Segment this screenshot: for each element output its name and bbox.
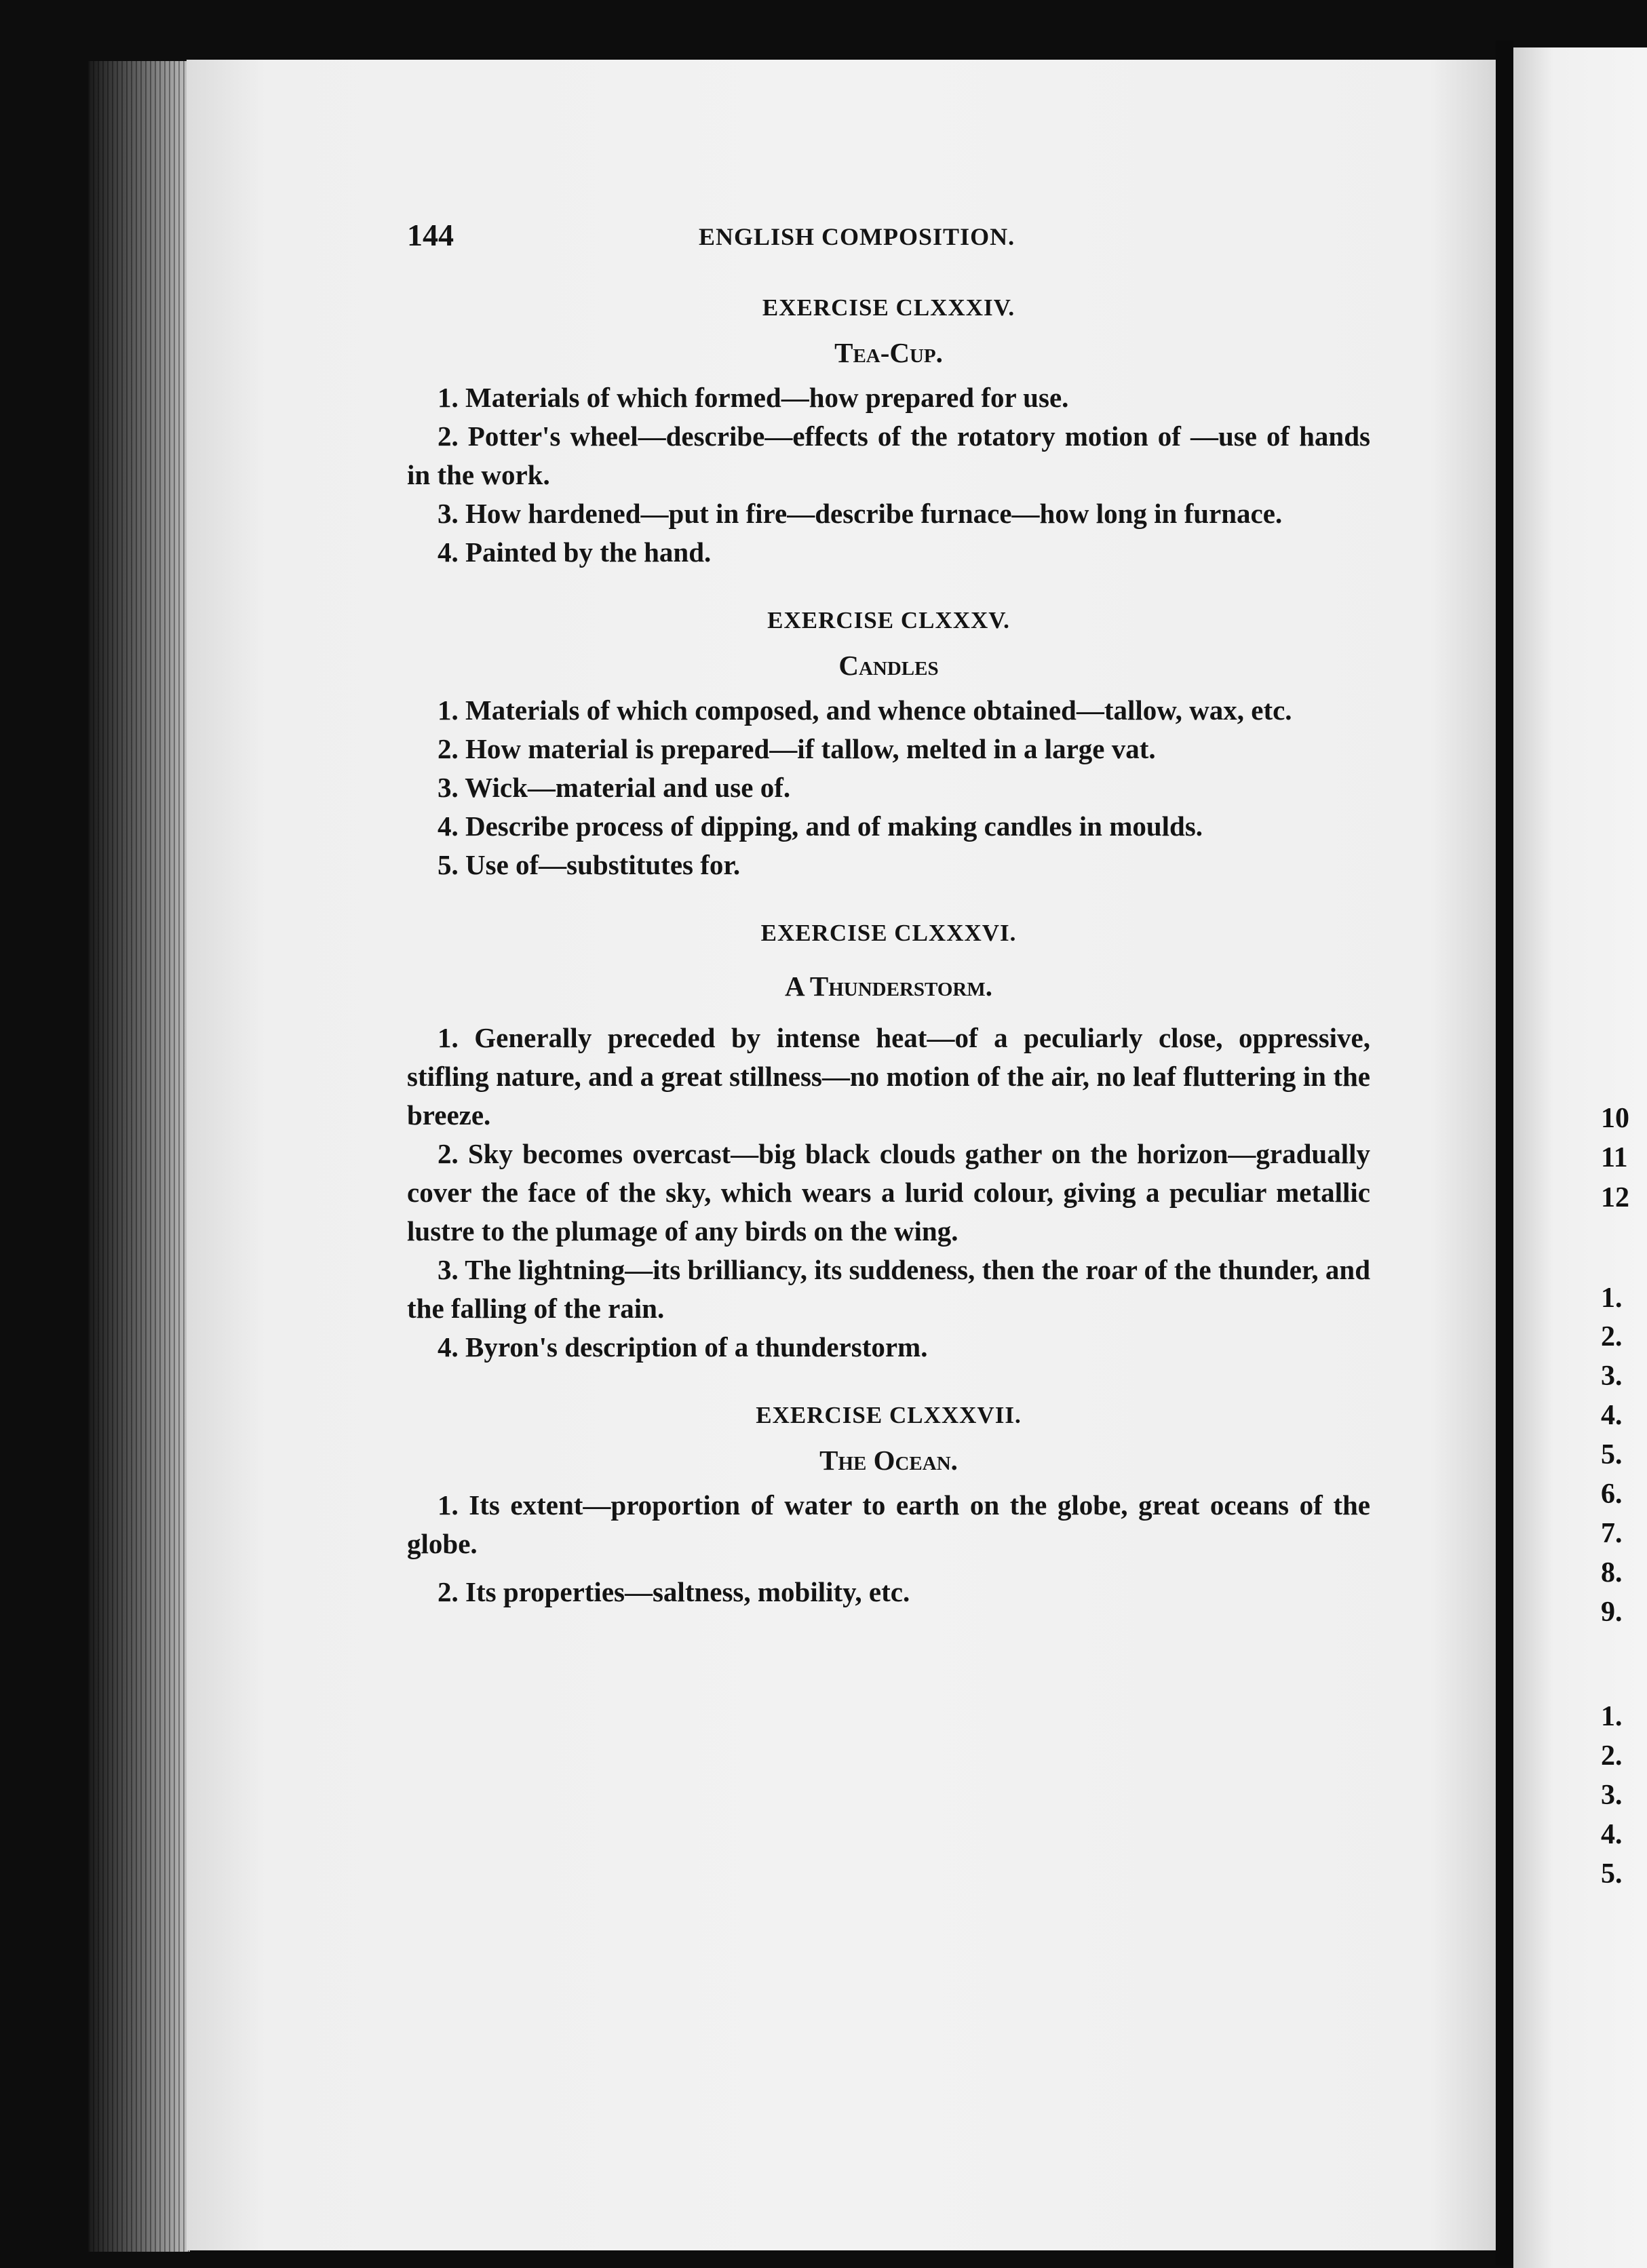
facing-page-number: 11 [1601, 1142, 1628, 1173]
exercise-section [407, 1396, 1370, 1611]
outline-item: 1. Materials of which formed—how prepared for use. [438, 382, 1069, 413]
facing-page-number: 5. [1601, 1439, 1623, 1470]
outline-item: 1. Materials of which composed, and whence obtained—tallow, wax, etc. [438, 695, 1292, 726]
exercise-title: EXERCISE CLXXXIV. [762, 294, 1015, 321]
outline-item: 2. Sky becomes overcast—big black clouds gather on the horizon—gradually cover the face of the sky, which wears a lurid colour, giving a peculiar metallic lustre to the plumage of any birds on the wing. [407, 1138, 1370, 1247]
facing-page-number: 6. [1601, 1479, 1623, 1510]
exercise-title: EXERCISE CLXXXVI. [760, 920, 1017, 946]
exercise-section [407, 914, 1370, 1367]
outline-item: 4. Byron's description of a thunderstorm. [438, 1331, 928, 1363]
facing-page-number: 1. [1601, 1701, 1623, 1732]
facing-page-number: 3. [1601, 1780, 1623, 1811]
exercise-section [407, 289, 1370, 572]
outline-item: 5. Use of—substitutes for. [438, 849, 741, 880]
book-spine-edge [88, 61, 190, 2252]
outline-item: 4. Describe process of dipping, and of making candles in moulds. [438, 810, 1203, 842]
facing-page-number: 2. [1601, 1321, 1623, 1352]
exercise-topic: Candles [838, 650, 939, 681]
page-text [407, 217, 1370, 1611]
running-head: ENGLISH COMPOSITION. [699, 223, 1015, 250]
outline-item: 3. Wick—material and use of. [438, 772, 791, 803]
facing-page-number: 7. [1601, 1518, 1623, 1549]
exercise-topic: A Thunderstorm. [785, 971, 992, 1002]
outline-item: 3. The lightning—its brilliancy, its suddeness, then the roar of the thunder, and the falling of the rain. [407, 1254, 1370, 1324]
facing-page-number: 4. [1601, 1400, 1623, 1431]
exercise-title: EXERCISE CLXXXVII. [756, 1402, 1022, 1428]
outline-item: 2. Its properties—saltness, mobility, etc. [438, 1576, 910, 1607]
outline-item: 2. Potter's wheel—describe—effects of the rotatory motion of —use of hands in the work. [407, 421, 1370, 490]
outline-item: 1. Its extent—proportion of water to earth on the globe, great oceans of the globe. [407, 1489, 1370, 1559]
page-header [407, 217, 1370, 271]
exercise-section [407, 602, 1370, 884]
outline-item: 1. Generally preceded by intense heat—of a peculiarly close, oppressive, stifling nature, and a great stillness—no motion of the air, no leaf fluttering in the breeze. [407, 1022, 1370, 1131]
outline-item: 4. Painted by the hand. [438, 536, 712, 568]
facing-page-number: 12 [1601, 1182, 1629, 1213]
page-gutter [1496, 41, 1513, 2265]
outline-item: 3. How hardened—put in fire—describe furnace—how long in furnace. [438, 498, 1283, 529]
facing-page-number: 4. [1601, 1819, 1623, 1850]
facing-page-number: 10 [1601, 1103, 1629, 1134]
exercise-title: EXERCISE CLXXXV. [767, 607, 1010, 633]
facing-page-number: 9. [1601, 1597, 1623, 1628]
page-number: 144 [407, 218, 454, 252]
facing-page-number: 5. [1601, 1858, 1623, 1890]
exercise-topic: Tea-Cup. [834, 337, 943, 368]
facing-page-number: 1. [1601, 1283, 1623, 1314]
exercise-topic: The Ocean. [819, 1445, 958, 1476]
facing-page-number: 2. [1601, 1740, 1623, 1772]
outline-item: 2. How material is prepared—if tallow, melted in a large vat. [438, 733, 1156, 764]
facing-page-number: 3. [1601, 1361, 1623, 1392]
facing-page-number: 8. [1601, 1557, 1623, 1588]
